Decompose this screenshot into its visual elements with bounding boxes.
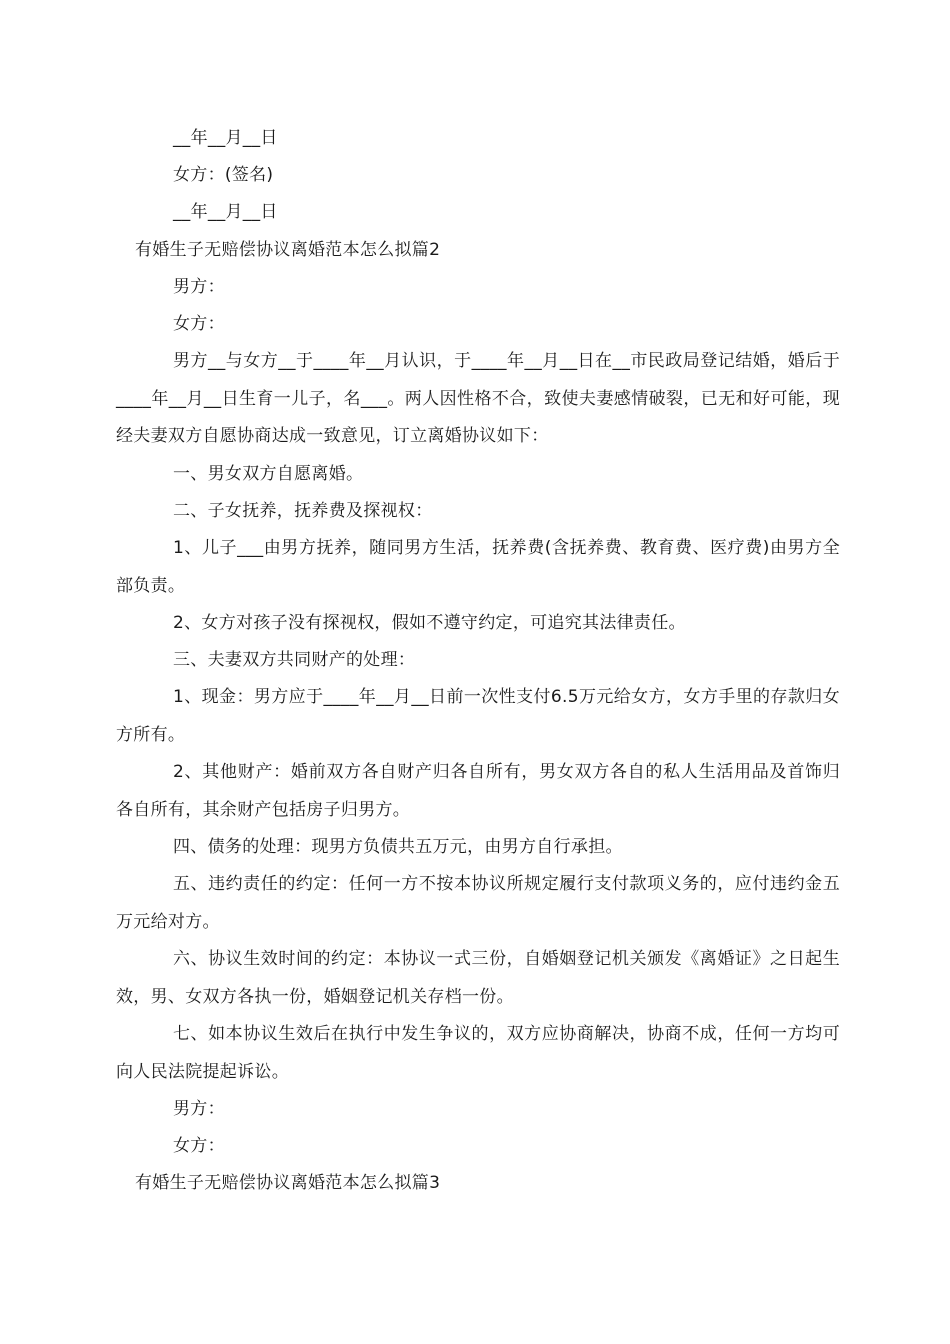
- male-label: 男方：: [173, 277, 225, 297]
- clause-5: 五、违约责任的约定：任何一方不按本协议所规定履行支付款项义务的，应付违约金五万元给对方。: [116, 874, 840, 932]
- intro-paragraph: 男方__与女方__于____年__月认识，于____年__月__日在__市民政局登记结婚，婚后于____年__月__日生育一儿子，名___。两人因性格不合，致使夫妻感情破裂，已无和好可能，现经夫妻双方自愿协商达成一致意见，订立离婚协议如下：: [116, 351, 840, 446]
- clause-3-1: 1、现金：男方应于____年__月__日前一次性支付6.5万元给女方，女方手里的存款归女方所有。: [116, 687, 840, 745]
- clause-1: 一、男女双方自愿离婚。: [173, 464, 364, 484]
- clause-4: 四、债务的处理：现男方负债共五万元，由男方自行承担。: [173, 837, 623, 857]
- clause-7: 七、如本协议生效后在执行中发生争议的，双方应协商解决，协商不成，任何一方均可向人民法院提起诉讼。: [116, 1024, 840, 1082]
- clause-3-2: 2、其他财产：婚前双方各自财产归各自所有，男女双方各自的私人生活用品及首饰归各自所有，其余财产包括房子归男方。: [116, 762, 840, 820]
- clause-3: 三、夫妻双方共同财产的处理：: [173, 650, 416, 670]
- section-heading: 有婚生子无赔偿协议离婚范本怎么拟篇2: [135, 240, 441, 260]
- date-line: __年__月__日: [173, 202, 278, 222]
- female-signature-line: 女方：(签名): [173, 165, 274, 185]
- clause-2-2: 2、女方对孩子没有探视权，假如不遵守约定，可追究其法律责任。: [173, 613, 686, 633]
- male-label: 男方：: [173, 1099, 225, 1119]
- section-heading: 有婚生子无赔偿协议离婚范本怎么拟篇3: [135, 1173, 441, 1193]
- clause-2: 二、子女抚养，抚养费及探视权：: [173, 501, 433, 521]
- female-label: 女方：: [173, 1136, 225, 1156]
- clause-2-1: 1、儿子___由男方抚养，随同男方生活，抚养费(含抚养费、教育费、医疗费)由男方全部负责。: [116, 538, 840, 596]
- clause-6: 六、协议生效时间的约定：本协议一式三份，自婚姻登记机关颁发《离婚证》之日起生效，男、女双方各执一份，婚姻登记机关存档一份。: [116, 949, 840, 1007]
- date-line: __年__月__日: [173, 128, 278, 148]
- female-label: 女方：: [173, 314, 225, 334]
